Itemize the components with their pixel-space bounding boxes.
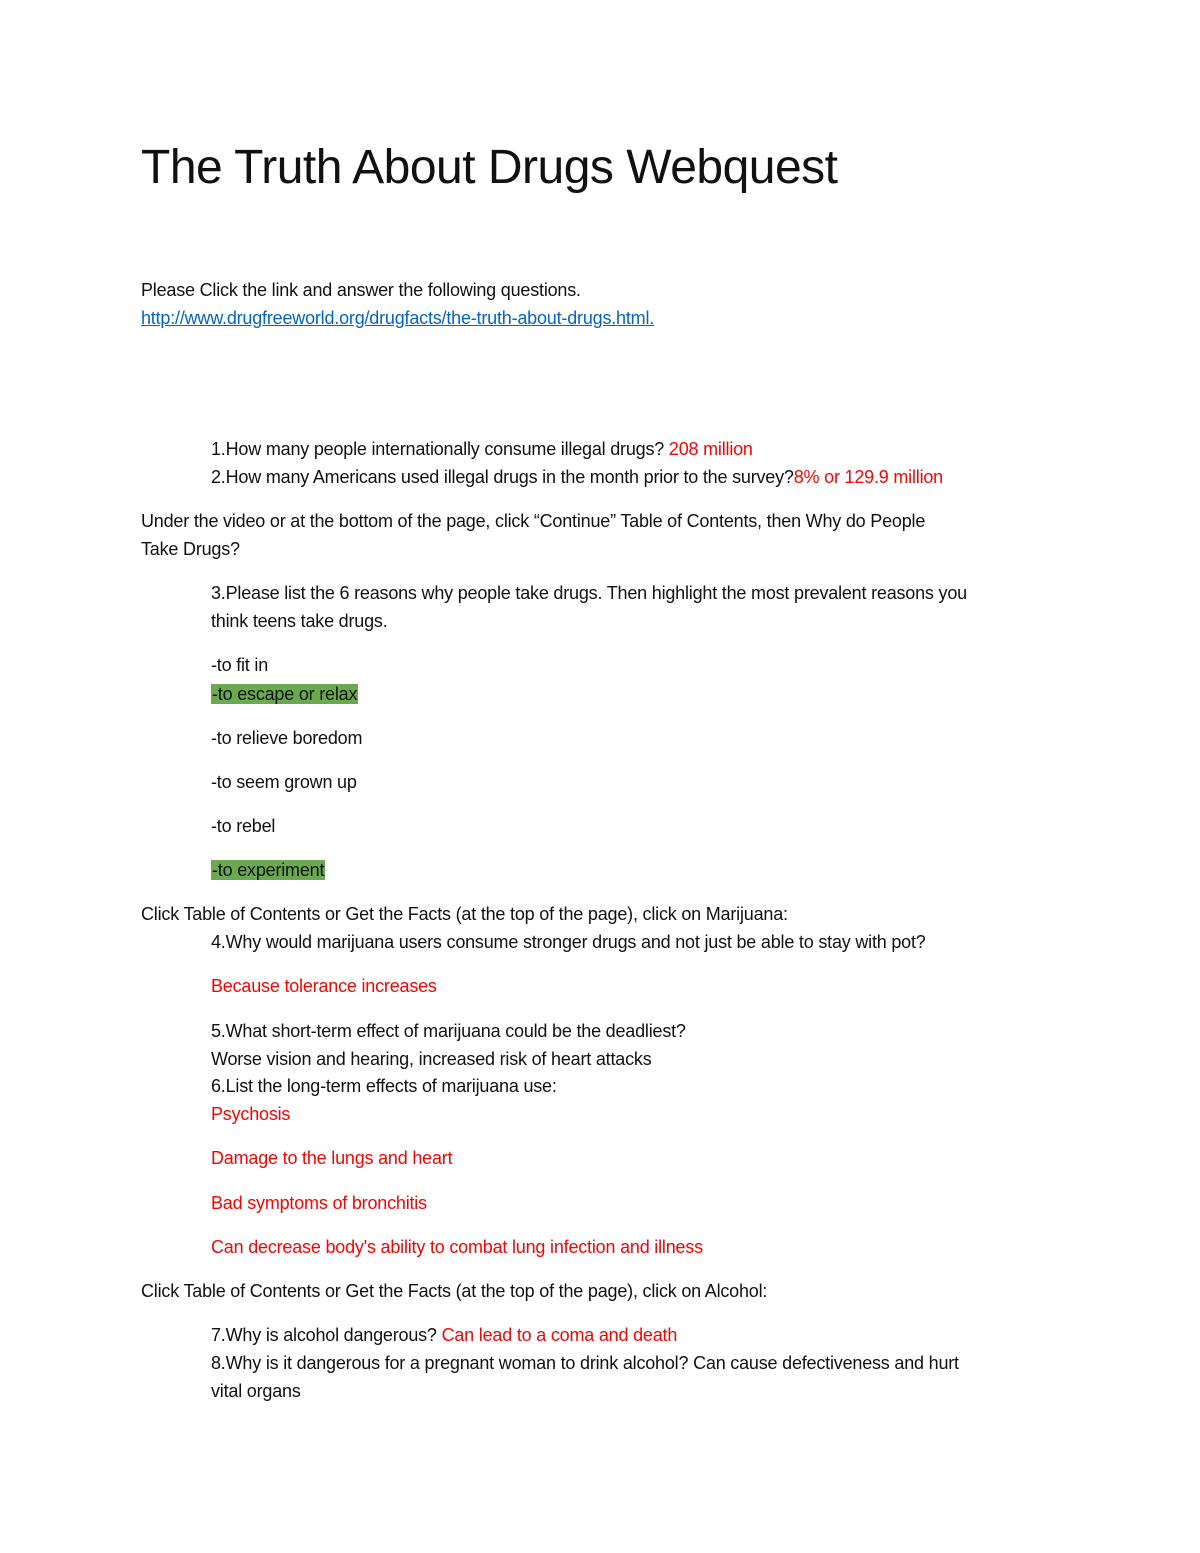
question-4 <box>211 930 926 954</box>
question-text: think teens take drugs. <box>211 611 388 631</box>
reason-item-highlighted: -to escape or relax <box>212 684 358 704</box>
page-title: The Truth About Drugs Webquest <box>141 141 838 194</box>
answer-text: 208 million <box>668 439 753 459</box>
question-text: What short-term effect of marijuana could be the deadliest? <box>225 1021 686 1041</box>
question-number: 4. <box>211 932 226 952</box>
answer-text: 8% or 129.9 million <box>793 467 943 487</box>
question-3 <box>211 581 967 605</box>
question-text: Please list the 6 reasons why people take drugs. Then highlight the most prevalent reasons you <box>225 583 967 603</box>
question-1 <box>211 437 753 461</box>
reason-item: -to seem grown up <box>211 772 357 792</box>
question-text: Why would marijuana users consume stronger drugs and not just be able to stay with pot? <box>225 932 926 952</box>
instruction-text: Under the video or at the bottom of the page, click “Continue” Table of Contents, then Why do People <box>141 511 926 531</box>
answer-text: Can lead to a coma and death <box>441 1325 678 1345</box>
question-6 <box>211 1074 557 1098</box>
answer-text: Damage to the lungs and heart <box>211 1148 453 1168</box>
question-text: List the long-term effects of marijuana use: <box>225 1076 557 1096</box>
question-number: 3. <box>211 583 226 603</box>
instruction-text: Click Table of Contents or Get the Facts (at the top of the page), click on Marijuana: <box>141 904 788 924</box>
answer-text: Can decrease body's ability to combat lung infection and illness <box>211 1237 703 1257</box>
answer-text: Because tolerance increases <box>211 976 437 996</box>
intro-text: Please Click the link and answer the following questions. <box>141 280 581 300</box>
question-7 <box>211 1323 677 1347</box>
question-number: 8. <box>211 1353 226 1373</box>
question-2 <box>211 465 943 489</box>
answer-text: Worse vision and hearing, increased risk of heart attacks <box>211 1049 652 1069</box>
reason-item: -to rebel <box>211 816 276 836</box>
question-text: How many people internationally consume illegal drugs? <box>225 439 669 459</box>
question-number: 6. <box>211 1076 226 1096</box>
question-number: 2. <box>211 467 226 487</box>
reason-item: -to fit in <box>211 655 269 675</box>
reason-item: -to relieve boredom <box>211 728 363 748</box>
question-number: 1. <box>211 439 226 459</box>
reason-item-highlighted: -to experiment <box>212 860 325 880</box>
instruction-text: Click Table of Contents or Get the Facts (at the top of the page), click on Alcohol: <box>141 1281 768 1301</box>
question-number: 7. <box>211 1325 226 1345</box>
drugfreeworld-link[interactable]: http://www.drugfreeworld.org/drugfacts/the-truth-about-drugs.html. <box>141 308 655 328</box>
question-text: Why is it dangerous for a pregnant woman to drink alcohol? Can cause defectiveness and hurt <box>225 1353 959 1373</box>
question-5 <box>211 1019 686 1043</box>
answer-text: Bad symptoms of bronchitis <box>211 1193 427 1213</box>
question-text: Why is alcohol dangerous? <box>225 1325 442 1345</box>
instruction-text: Take Drugs? <box>141 539 240 559</box>
question-text: How many Americans used illegal drugs in the month prior to the survey? <box>225 467 794 487</box>
question-text: vital organs <box>211 1381 301 1401</box>
answer-text: Psychosis <box>211 1104 291 1124</box>
question-number: 5. <box>211 1021 226 1041</box>
question-8 <box>211 1351 959 1375</box>
